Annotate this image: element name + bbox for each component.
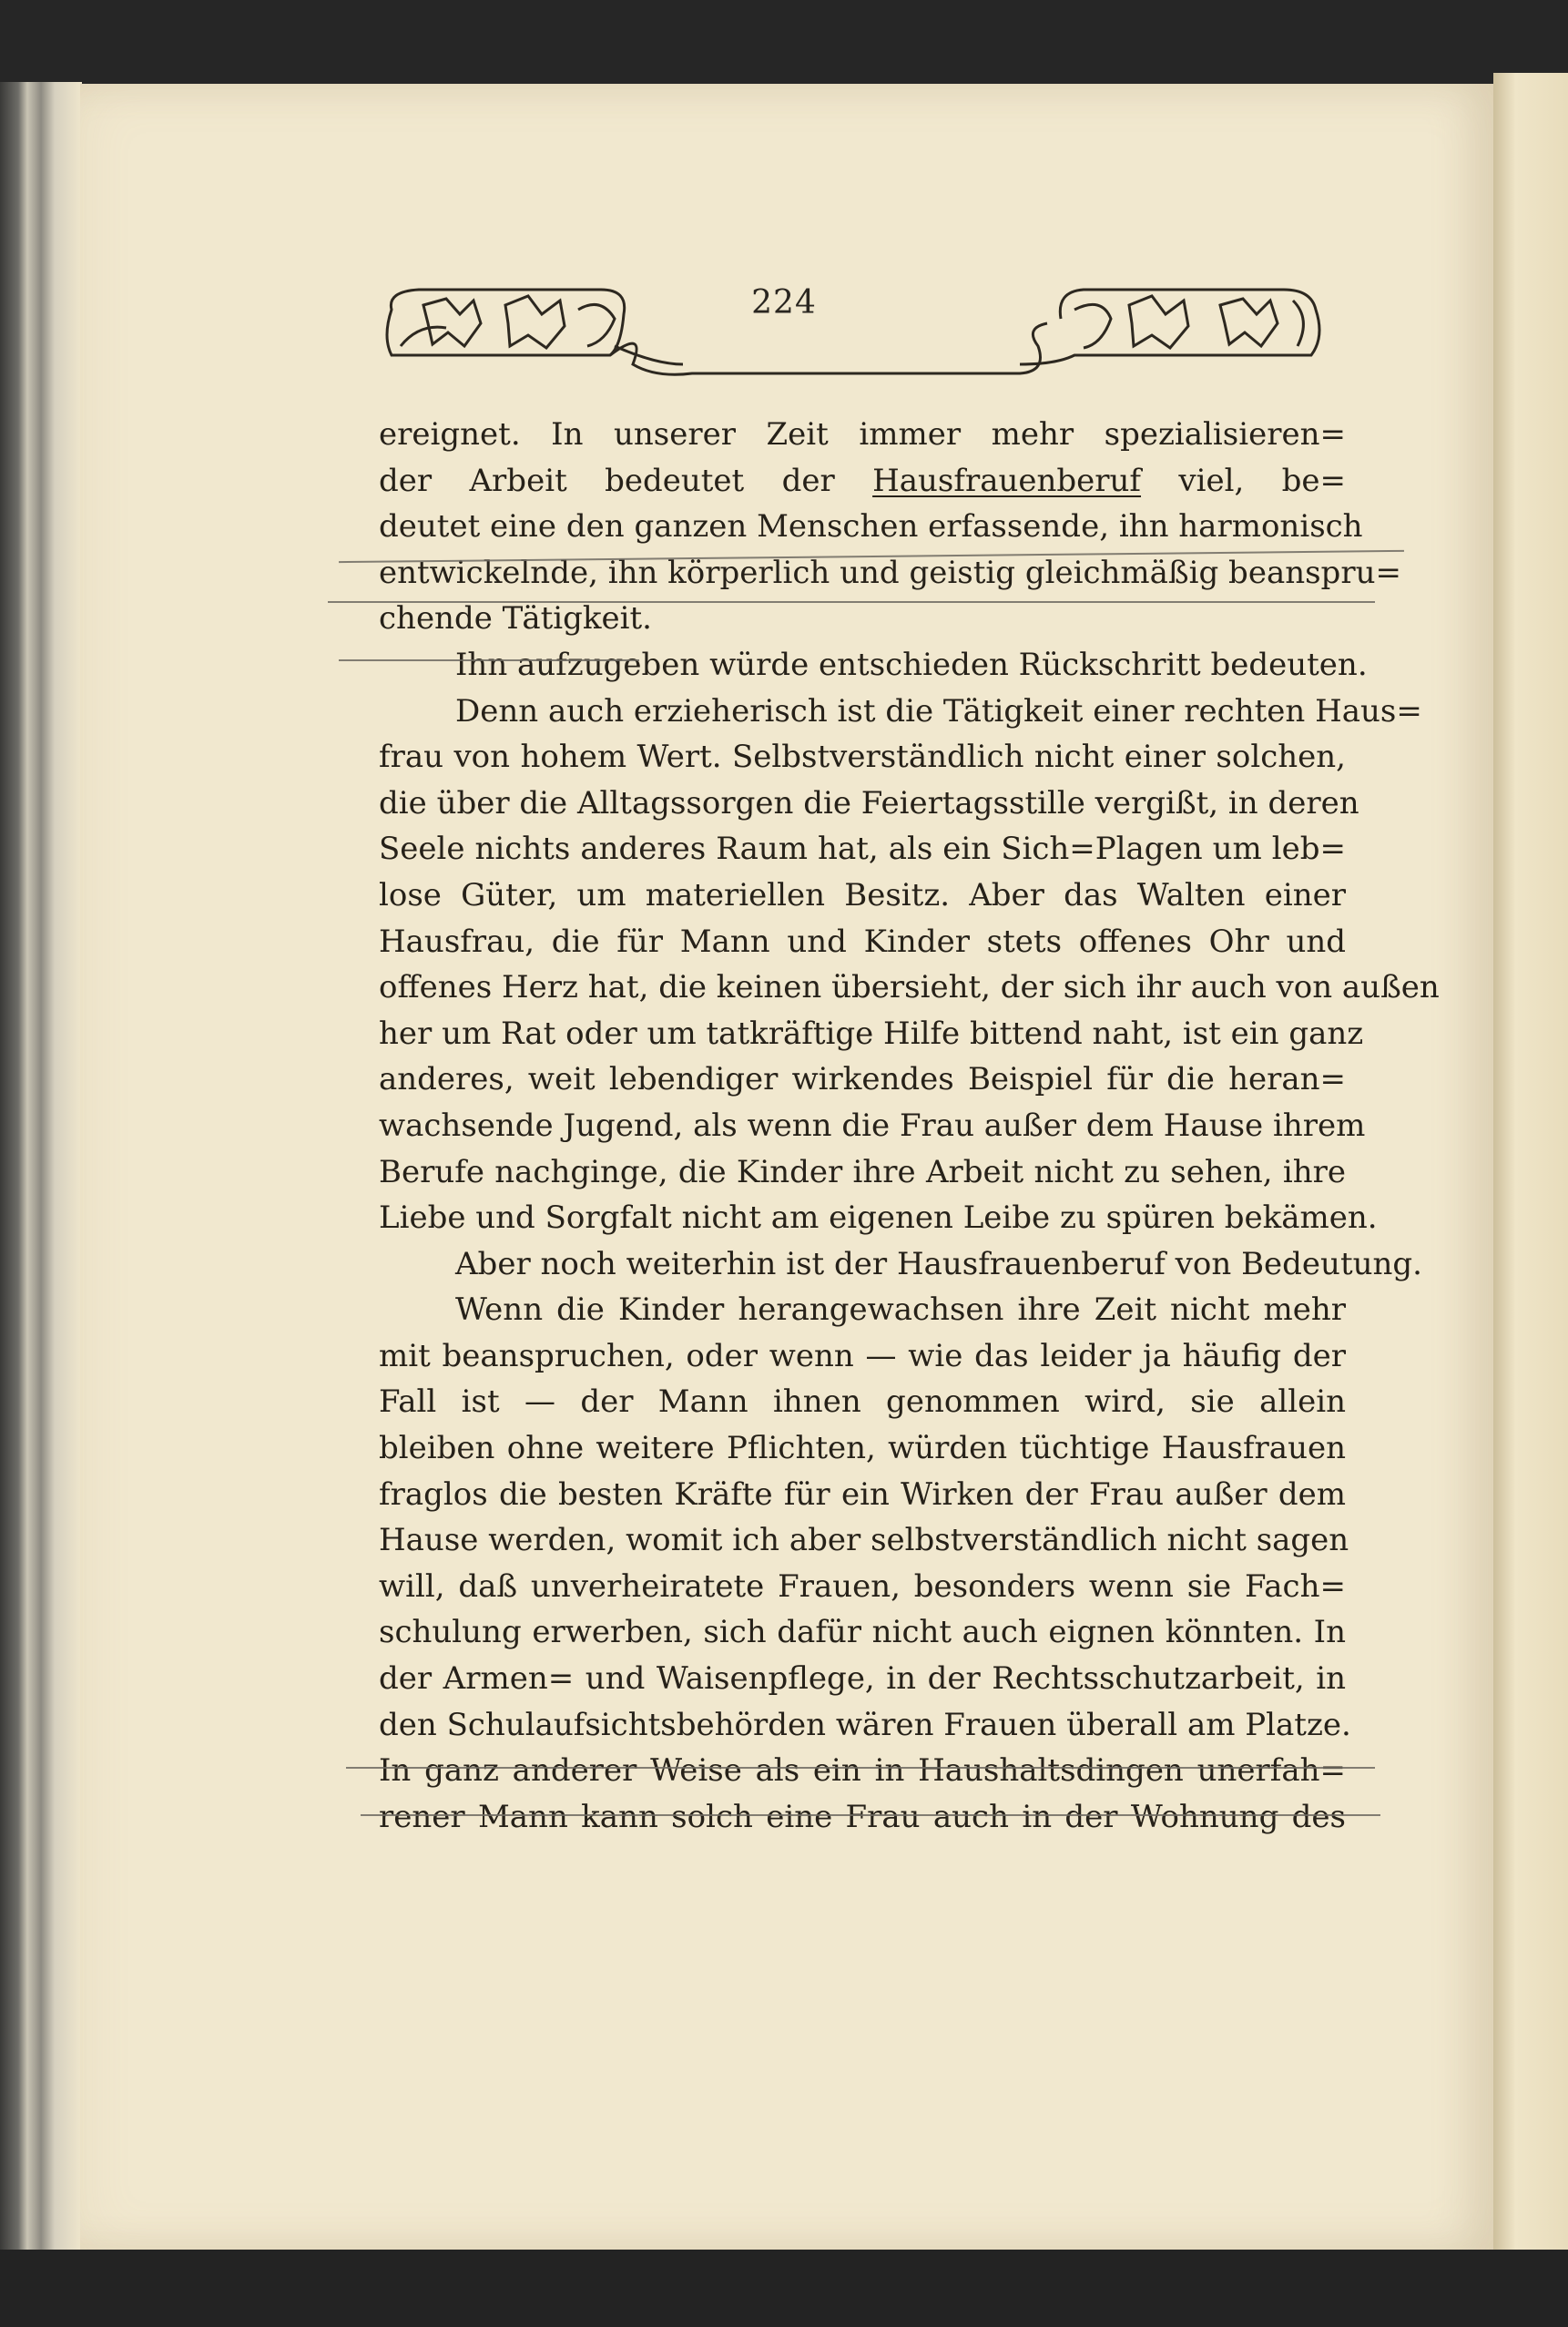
text-line: Fall ist — der Mann ihnen genommen wird, sie allein [379, 1383, 1346, 1421]
text-line: wachsende Jugend, als wenn die Frau außer dem Hause ihrem [379, 1107, 1366, 1144]
text-line: Ihn aufzugeben würde entschieden Rückschritt bedeuten. [455, 646, 1368, 683]
text-line: rener Mann kann solch eine Frau auch in der Wohnung des [379, 1798, 1346, 1835]
page-number: 224 [751, 284, 817, 321]
pencil-mark [346, 1767, 1375, 1769]
text-line: frau von hohem Wert. Selbstverständlich nicht einer solchen, [379, 739, 1346, 776]
text-line: fraglos die besten Kräfte für ein Wirken der Frau außer dem [379, 1475, 1346, 1513]
text-line: die über die Alltagssorgen die Feiertagsstille vergißt, in deren [379, 784, 1359, 822]
text-line: Aber noch weiterhin ist der Hausfrauenberuf von Bedeutung. [455, 1245, 1422, 1282]
text-line: schulung erwerben, sich dafür nicht auch eignen könnten. In [379, 1614, 1346, 1651]
text-line: der Arbeit bedeutet der Hausfrauenberuf viel, be= [379, 462, 1347, 499]
text-line: Berufe nachginge, die Kinder ihre Arbeit nicht zu sehen, ihre [379, 1153, 1346, 1190]
scan-background-top [0, 0, 1568, 84]
text-line: anderes, weit lebendiger wirkendes Beispiel für die heran= [379, 1061, 1346, 1098]
book-page-stack-edge [0, 82, 82, 2259]
text-line: offenes Herz hat, die keinen übersieht, der sich ihr auch von außen [379, 969, 1440, 1006]
book-right-leaf [1493, 73, 1568, 2259]
text-line: lose Güter, um materiellen Besitz. Aber das Walten einer [379, 876, 1346, 913]
body-text [379, 412, 1440, 1840]
scan-background-bottom [0, 2250, 1568, 2327]
text-line: mit beanspruchen, oder wenn — wie das leider ja häufig der [379, 1337, 1346, 1374]
text-line: Hausfrau, die für Mann und Kinder stets offenes Ohr und [379, 923, 1346, 960]
text-line: In ganz anderer Weise als ein in Haushaltsdingen unerfah= [379, 1752, 1346, 1790]
text-line: Denn auch erzieherisch ist die Tätigkeit einer rechten Haus= [455, 692, 1422, 730]
text-line: der Armen= und Waisenpflege, in der Rechtsschutzarbeit, in [379, 1660, 1346, 1698]
text-line: Seele nichts anderes Raum hat, als ein Sich=Plagen um leb= [379, 831, 1346, 868]
text-line: ereignet. In unserer Zeit immer mehr spezialisieren= [379, 416, 1346, 453]
text-line: chende Tätigkeit. [379, 600, 652, 638]
underlined-word: Hausfrauenberuf [872, 462, 1142, 499]
text-line: den Schulaufsichtsbehörden wären Frauen überall am Platze. [379, 1706, 1351, 1743]
text-line: Wenn die Kinder herangewachsen ihre Zeit nicht mehr [455, 1291, 1346, 1329]
pencil-mark [339, 659, 639, 661]
text-line: Hause werden, womit ich aber selbstverständlich nicht sagen [379, 1522, 1349, 1559]
pencil-mark [328, 601, 1375, 603]
text-line: bleiben ohne weitere Pflichten, würden tüchtige Hausfrauen [379, 1430, 1346, 1467]
text-line: entwickelnde, ihn körperlich und geistig gleichmäßig beanspru= [379, 554, 1401, 591]
text-line: her um Rat oder um tatkräftige Hilfe bittend naht, ist ein ganz [379, 1015, 1364, 1052]
pencil-mark [361, 1814, 1380, 1816]
text-line: will, daß unverheiratete Frauen, besonders wenn sie Fach= [379, 1567, 1346, 1605]
text-line: deutet eine den ganzen Menschen erfassende, ihn harmonisch [379, 508, 1363, 546]
text-line: Liebe und Sorgfalt nicht am eigenen Leibe zu spüren bekämen. [379, 1199, 1378, 1237]
